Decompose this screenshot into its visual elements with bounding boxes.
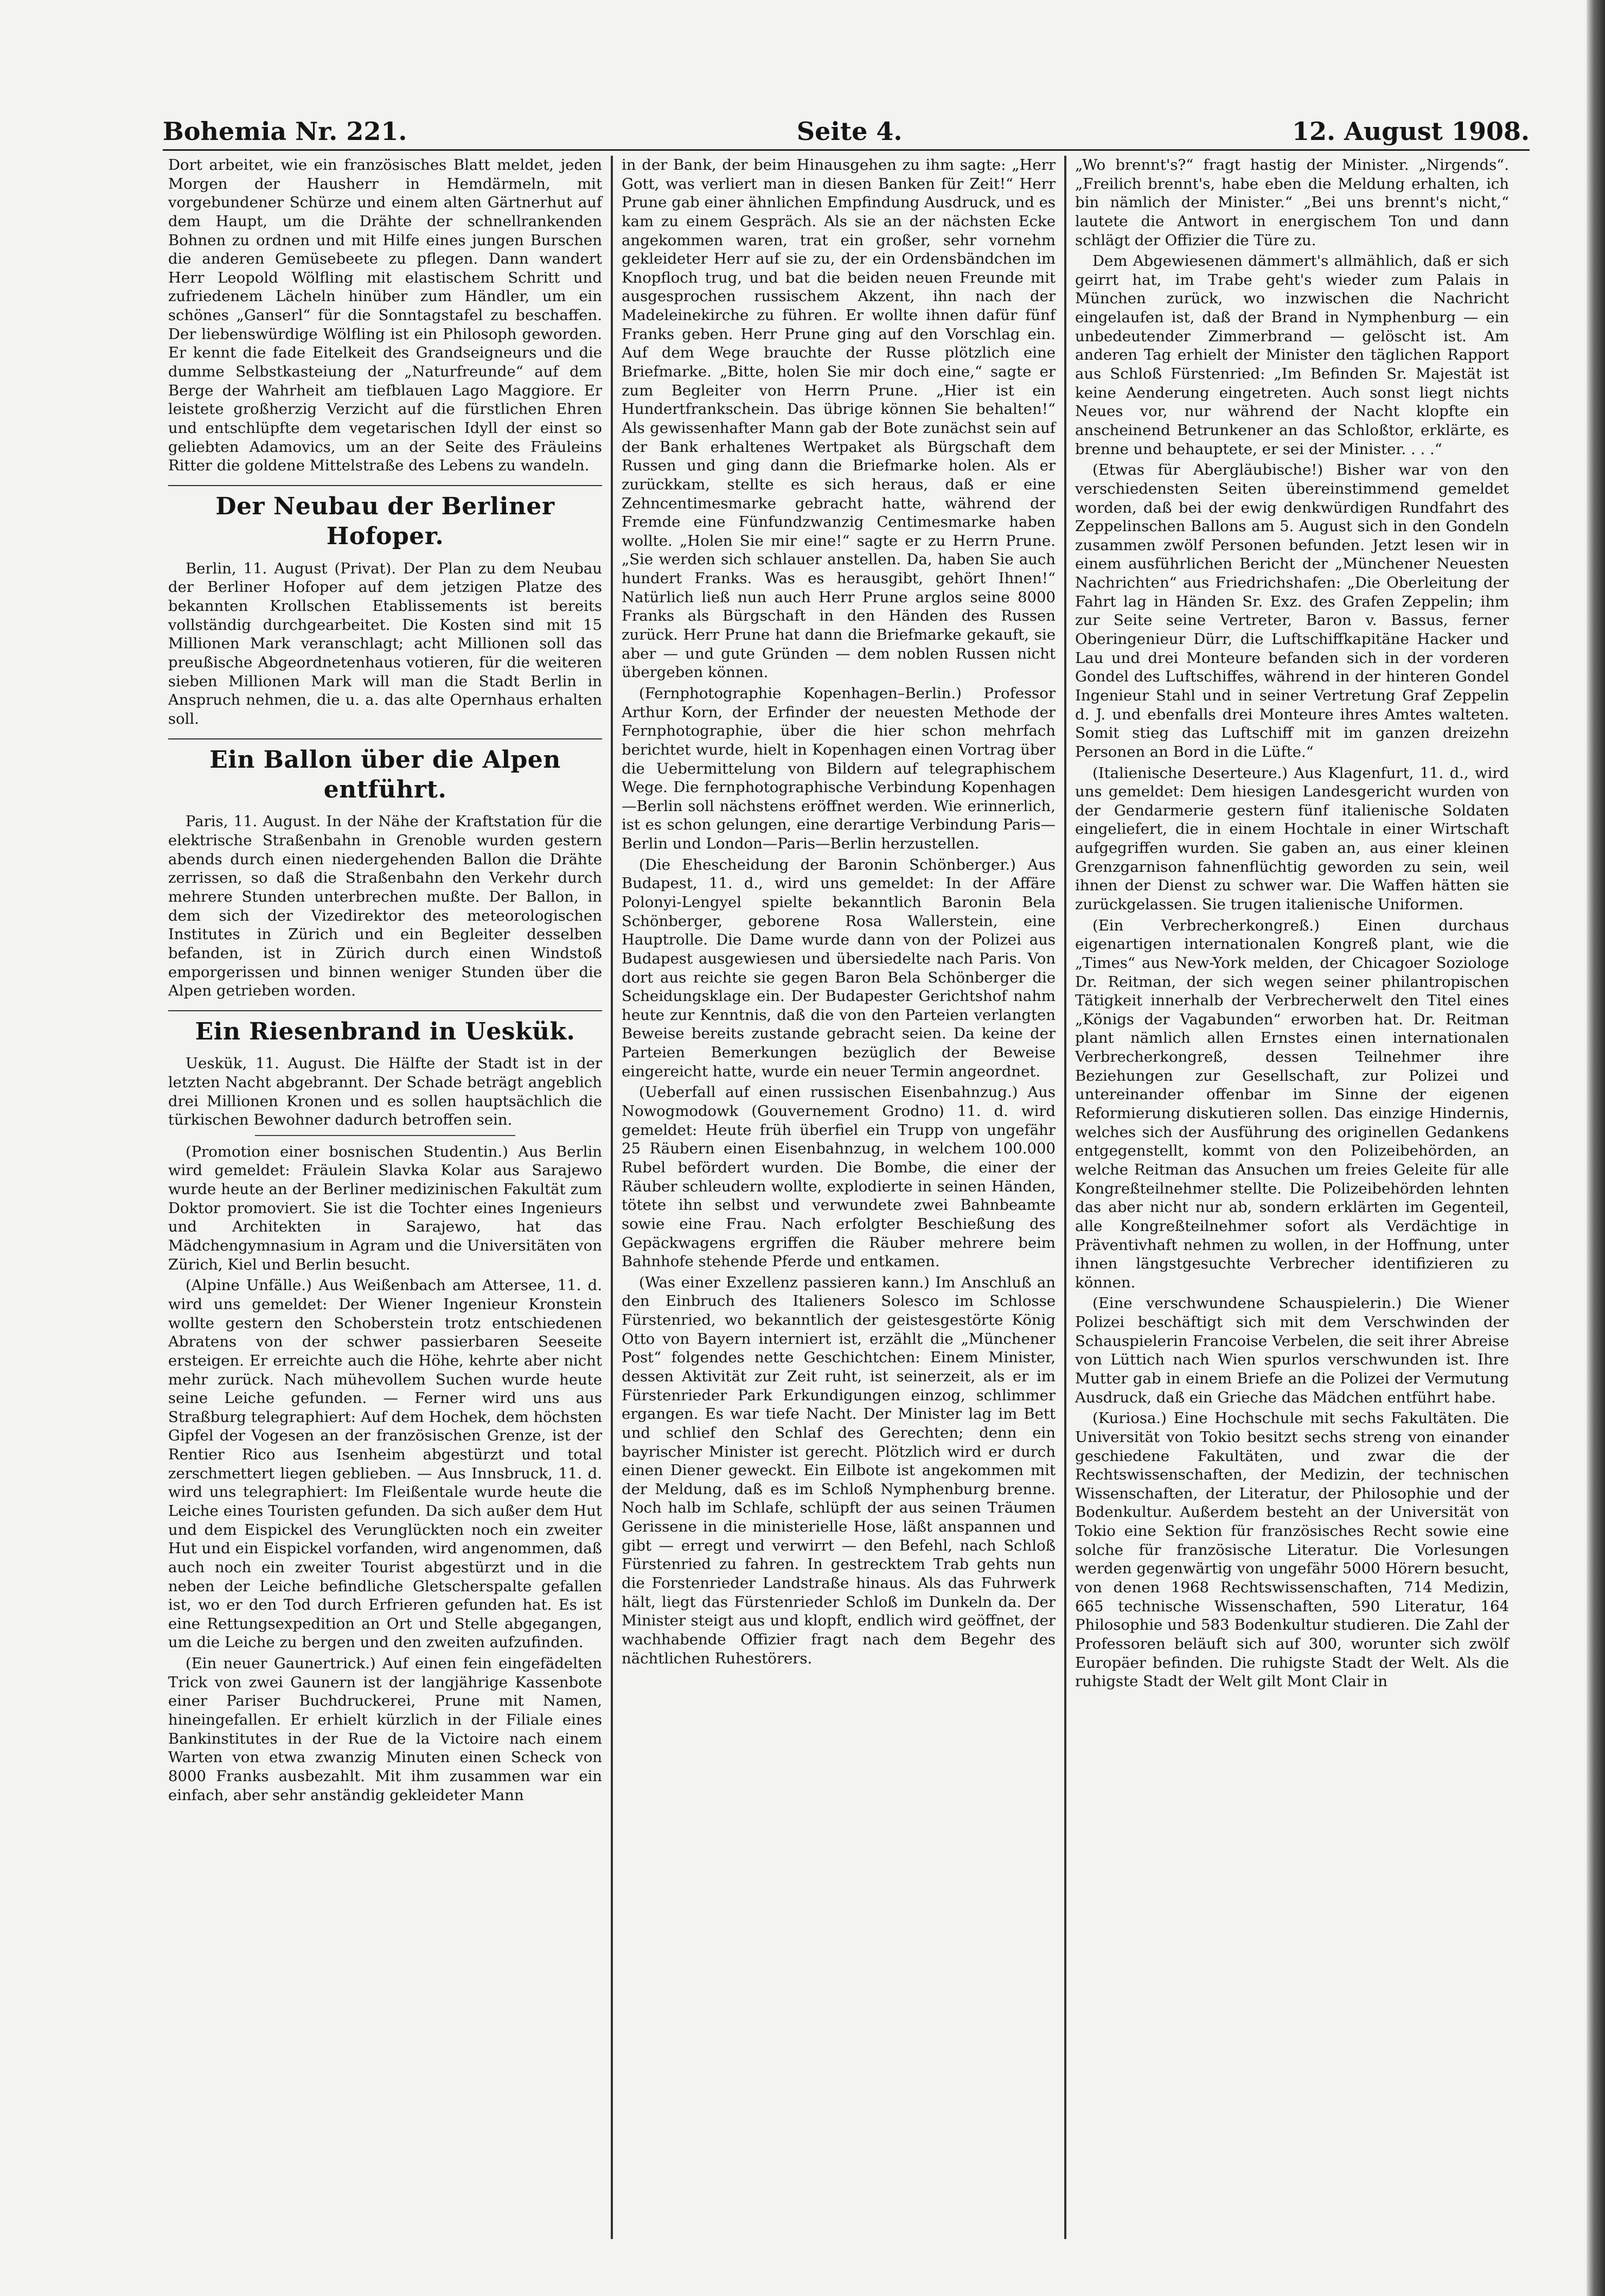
article-columns [163, 156, 1530, 2239]
article-text: (Etwas für Abergläubische!) Bisher war von den verschiedensten Seiten übereinstimmend gemeldet worden, daß bei der ewig denkwürdigen Rundfahrt des Zeppelinschen Ballons am 5. August sich in den Gondeln zusammen zwölf Personen befunden. Jetzt lesen wir in einem ausführlichen Bericht der „Münchener Neuesten Nachrichten“ aus Friedrichshafen: „Die Oberleitung der Fahrt lag in Händen Sr. Exz. des Grafen Zeppelin; ihm zur Seite seine Vertreter, Baron v. Bassus, ferner Oberingenieur Dürr, die Luftschiffkapitäne Hacker und Lau und drei Monteure befanden sich in der vorderen Gondel des Luftschiffes, während in der hinteren Gondel Ingenieur Stahl und in seiner Vertretung Graf Zeppelin d. J. und ebenfalls drei Monteure ihres Amtes walteten. Somit stieg das Luftschiff mit im ganzen dreizehn Personen an Bord in die Lüfte.“ [1075, 461, 1509, 761]
article-text: Dem Abgewiesenen dämmert's allmählich, daß er sich geirrt hat, im Trabe geht's wieder zum Palais in München zurück, wo inzwischen die Nachricht eingelaufen ist, daß der Brand in Nymphenburg — ein unbedeutender Zimmerbrand — gelöscht ist. Am anderen Tag erhielt der Minister den täglichen Rapport aus Schloß Fürstenried: „Im Befinden Sr. Majestät ist keine Aenderung eingetreten. Auch sonst liegt nichts Neues vor, nur während der Nacht klopfte ein anscheinend Betrunkener an das Schloßtor, erklärte, es brenne und behauptete, er sei der Minister. . . .“ [1075, 252, 1509, 458]
book-spine-edge [1587, 0, 1605, 2296]
article-text: „Wo brennt's?“ fragt hastig der Minister. „Nirgends“. „Freilich brennt's, habe eben die Meldung erhalten, ich bin nämlich der Minister.“ „Bei uns brennt's nicht,“ lautete die Antwort in energischem Ton und dann schlägt der Offizier die Türe zu. [1075, 156, 1509, 249]
column-1 [163, 156, 608, 2239]
article-text: (Fernphotographie Kopenhagen–Berlin.) Professor Arthur Korn, der Erfinder der neuesten Methode der Fernphotographie, über die hier schon mehrfach berichtet wurde, hielt in Kopenhagen einen Vortrag über die Uebermittelung von Bildern auf telegraphischem Wege. Die fernphotographische Verbindung Kopenhagen—Berlin soll nächstens eröffnet werden. Wie erinnerlich, ist es schon gelungen, eine derartige Verbindung Paris—Berlin und London—Paris—Berlin herzustellen. [622, 684, 1056, 853]
header-page-number: Seite 4. [796, 117, 903, 146]
article-text: Berlin, 11. August (Privat). Der Plan zu dem Neubau der Berliner Hofoper auf dem jetzigen Platze des bekannten Krollschen Etablissements ist bereits vollständig durchgearbeitet. Die Kosten sind mit 15 Millionen Mark veranschlagt; acht Millionen soll das preußische Abgeordnetenhaus votieren, für die weiteren sieben Millionen Mark will man die Stadt Berlin in Anspruch nehmen, die u. a. das alte Opernhaus erhalten soll. [168, 559, 602, 728]
header-date: 12. August 1908. [1291, 117, 1530, 146]
article-text: (Was einer Exzellenz passieren kann.) Im Anschluß an den Einbruch des Italieners Solesco im Schlosse Fürstenried, wo bekanntlich der geistesgestörte König Otto von Bayern interniert ist, erzählt die „Münchener Post“ folgendes nette Geschichtchen: Einem Minister, dessen Aktivität zur Zeit ruht, ist seinerzeit, als er im Fürstenrieder Park Erkundigungen einzog, schlimmer ergangen. Es war tiefe Nacht. Der Minister lag im Bett und schlief den Schlaf des Gerechten; denn ein bayrischer Minister ist gerecht. Plötzlich wird er durch einen Diener geweckt. Ein Eilbote ist angekommen mit der Meldung, daß es im Schloß Nymphenburg brenne. Noch halb im Schlafe, schlüpft der aus seinen Träumen Gerissene in die ministerielle Hose, läßt anspannen und gibt — erregt und verwirrt — den Befehl, nach Schloß Fürstenried zu fahren. In gestrecktem Trab gehts nun die Forstenrieder Landstraße hinaus. Als das Fuhrwerk hält, liegt das Fürstenrieder Schloß im Dunkeln da. Der Minister steigt aus und klopft, endlich wird geöffnet, der wachhabende Offizier fragt nach dem Begehr des nächtlichen Ruhestörers. [622, 1273, 1056, 1667]
article-headline: Ein Ballon über die Alpen entführt. [168, 738, 602, 805]
article-text: (Eine verschwundene Schauspielerin.) Die Wiener Polizei beschäftigt sich mit dem Verschwinden der Schauspielerin Francoise Verbelen, die seit ihrer Abreise von Lüttich nach Wien spurlos verschwunden ist. Ihre Mutter gab in einem Briefe an die Polizei der Vermutung Ausdruck, daß ein Grieche das Mädchen entführt habe. [1075, 1294, 1509, 1406]
column-rule [611, 156, 613, 2239]
article-headline: Ein Riesenbrand in Ueskük. [168, 1010, 602, 1047]
article-text: Dort arbeitet, wie ein französisches Blatt meldet, jeden Morgen der Hausherr in Hemdärmeln, mit vorgebundener Schürze und einem alten Gärtnerhut auf dem Haupt, um die Drähte der schnellrankenden Bohnen zu ordnen und mit Hilfe eines jungen Burschen die anderen Gemüsebeete zu pflegen. Dann wandert Herr Leopold Wölfling mit elastischem Schritt und zufriedenem Lächeln hinüber zum Händler, um ein schönes „Ganserl“ für die Sonntagstafel zu beschaffen. Der liebenswürdige Wölfling ist ein Philosoph geworden. Er kennt die fade Eitelkeit des Grandseigneurs und die dumme Selbstkasteiung der „Naturfreunde“ auf dem Berge der Wahrheit am tiefblauen Lago Maggiore. Er leistete großherzig Verzicht auf die fürstlichen Ehren und entschlüpfte dem vegetarischen Idyll der einst so geliebten Adamovics, um an der Seite des Fräuleins Ritter die goldene Mittelstraße des Lebens zu wandeln. [168, 156, 602, 475]
article-text: (Ein Verbrecherkongreß.) Einen durchaus eigenartigen internationalen Kongreß plant, wie die „Times“ aus New-York melden, der Chicagoer Soziologe Dr. Reitman, der sich wegen seiner philantropischen Tätigkeit innerhalb der Verbrecherwelt den Titel eines „Königs der Vagabunden“ erworben hat. Dr. Reitman plant nämlich allen Ernstes einen internationalen Verbrecherkongreß, dessen Teilnehmer ihre Beziehungen zur Gesellschaft, zur Polizei und untereinander offenbar im Sinne der eigenen Reformierung diskutieren sollen. Das einzige Hindernis, welches sich der Ausführung des originellen Gedankens entgegenstellt, kommt von den Polizeibehörden, an welche Reitman das Ansuchen um freies Geleite für alle Kongreßteilnehmer stellte. Die Polizeibehörden lehnten das aber nicht nur ab, sondern erklärten im Gegenteil, alle Kongreßteilnehmer sofort als Verdächtige in Präventivhaft nehmen zu wollen, in der Hoffnung, unter ihnen längstgesuchte Verbrecher identifizieren zu können. [1075, 916, 1509, 1291]
article-text: Paris, 11. August. In der Nähe der Kraftstation für die elektrische Straßenbahn in Grenoble wurden gestern abends durch einen niedergehenden Ballon die Drähte zerrissen, so daß die Straßenbahn den Verkehr durch mehrere Stunden unterbrechen mußte. Der Ballon, in dem sich der Vizedirektor des meteorologischen Institutes in Zürich und ein Begleiter desselben befanden, ist in Zürich durch einen Windstoß emporgerissen und binnen weniger Stunden über die Alpen getrieben worden. [168, 813, 602, 1000]
article-text: (Italienische Deserteure.) Aus Klagenfurt, 11. d., wird uns gemeldet: Dem hiesigen Landesgericht wurden von der Gendarmerie gestern fünf italienische Soldaten eingeliefert, die in einem Hochtale in einer Wirtschaft aufgegriffen wurden. Sie gaben an, aus einer kleinen Grenzgarnison fahnenflüchtig geworden zu sein, weil ihnen der Dienst zu schwer war. Die Waffen hätten sie zurückgelassen. Sie trugen italienische Uniformen. [1075, 764, 1509, 913]
column-2 [616, 156, 1061, 2239]
article-text: (Promotion einer bosnischen Studentin.) Aus Berlin wird gemeldet: Fräulein Slavka Kolar aus Sarajewo wurde heute an der Berliner medizinischen Fakultät zum Doktor promoviert. Sie ist die Tochter eines Ingenieurs und Architekten in Sarajewo, hat das Mädchengymnasium in Agram und die Universitäten von Zürich, Kiel und Berlin besucht. [168, 1143, 602, 1273]
article-headline: Der Neubau der Berliner Hofoper. [168, 485, 602, 552]
article-text: in der Bank, der beim Hinausgehen zu ihm sagte: „Herr Gott, was verliert man in diesen Banken für Zeit!“ Herr Prune gab einer ähnlichen Empfindung Ausdruck, und es kam zu einem Gespräch. Als sie an der nächsten Ecke angekommen waren, trat ein großer, sehr vornehm gekleideter Herr auf sie zu, der ein Ordensbändchen im Knopfloch trug, und bat die beiden neuen Freunde mit ausgesprochen russischem Akzent, ihn nach der Madeleinekirche zu führen. Er wollte ihnen dafür fünf Franks geben. Herr Prune ging auf den Vorschlag ein. Auf dem Wege brauchte der Russe plötzlich eine Briefmarke. „Bitte, holen Sie mir doch eine,“ sagte er zum Begleiter von Herrn Prune. „Hier ist ein Hundertfrankschein. Das übrige können Sie behalten!“ Als gewissenhafter Mann gab der Bote zunächst sein auf der Bank erhaltenes Wertpaket als Bürgschaft dem Russen und ging dann die Briefmarke holen. Als er zurückkam, stellte es sich heraus, daß er eine Zehncentimesmarke gebracht hatte, während der Fremde eine Fünfundzwanzig Centimesmarke haben wollte. „Holen Sie mir eine!“ sagte er zu Herrn Prune. „Sie werden sich schlauer anstellen. Da, haben Sie auch hundert Franks. Was es herausgibt, gehört Ihnen!“ Natürlich ließ nun auch Herr Prune arglos seine 8000 Franks als Bürgschaft in den Händen des Russen zurück. Herr Prune hat dann die Briefmarke gekauft, sie aber — und gute Gründen — dem noblen Russen nicht übergeben können. [622, 156, 1056, 681]
header-issue: Bohemia Nr. 221. [163, 117, 407, 146]
article-text: (Ueberfall auf einen russischen Eisenbahnzug.) Aus Nowogmodowk (Gouvernement Grodno) 11. d. wird gemeldet: Heute früh überfiel ein Trupp von ungefähr 25 Räubern einen Eisenbahnzug, in welchem 100.000 Rubel befördert wurden. Die Bombe, die einer der Räuber schleudern wollte, explodierte in seinen Händen, tötete ihn selbst und verwundete zwei Bahnbeamte sowie eine Frau. Nach erfolgter Beschießung des Gepäckwagens ergriffen die Räuber mehrere beim Bahnhofe stehende Pferde und entkamen. [622, 1083, 1056, 1271]
page-header [163, 106, 1530, 151]
article-text: (Die Ehescheidung der Baronin Schönberger.) Aus Budapest, 11. d., wird uns gemeldet: In der Affäre Polonyi-Lengyel spielte bekanntlich Baronin Bela Schönberger, geborene Rosa Wallerstein, eine Hauptrolle. Die Dame wurde dann von der Polizei aus Budapest ausgewiesen und übersiedelte nach Paris. Von dort aus reichte sie gegen Baron Bela Schönberger die Scheidungsklage ein. Der Budapester Gerichtshof nahm heute zur Kenntnis, daß die von den Parteien verlangten Beweise bereits zustande gebracht seien. Da keine der Parteien Bemerkungen bezüglich der Beweise eingereicht hatte, wurde ein neuer Termin angeordnet. [622, 856, 1056, 1080]
newspaper-page [163, 106, 1530, 2249]
section-divider [255, 1135, 515, 1136]
column-3 [1070, 156, 1514, 2239]
article-text: (Alpine Unfälle.) Aus Weißenbach am Attersee, 11. d. wird uns gemeldet: Der Wiener Ingenieur Kronstein wollte gestern den Schoberstein trotz entschiedenen Abratens von der schwer passierbaren Seeseite ersteigen. Er erreichte auch die Höhe, kehrte aber nicht mehr zurück. Nach mühevollem Suchen wurde heute seine Leiche gefunden. — Ferner wird uns aus Straßburg telegraphiert: Auf dem Hochek, dem höchsten Gipfel der Vogesen an der französischen Grenze, ist der Rentier Rico aus Isenheim abgestürzt und total zerschmettert liegen geblieben. — Aus Innsbruck, 11. d. wird uns telegraphiert: Im Fleißentale wurde heute die Leiche eines Touristen gefunden. Da sich außer dem Hut und dem Eispickel des Verunglückten noch ein zweiter Hut und ein Eispickel vorfanden, wird angenommen, daß auch noch ein zweiter Tourist abgestürzt und in die neben der Leiche befindliche Gletscherspalte gefallen ist, wo er den Tod durch Erfrieren gefunden hat. Es ist eine Rettungsexpedition an Ort und Stelle abgegangen, um die Leiche zu bergen und den zweiten aufzufinden. [168, 1277, 602, 1651]
column-rule [1064, 156, 1066, 2239]
article-text: (Kuriosa.) Eine Hochschule mit sechs Fakultäten. Die Universität von Tokio besitzt sechs streng von einander geschiedene Fakultäten, und zwar die der Rechtswissenschaften, der Medizin, der technischen Wissenschaften, der Literatur, der Philosophie und der Bodenkultur. Außerdem besteht an der Universität von Tokio eine Sektion für französisches Recht sowie eine solche für französische Literatur. Die Vorlesungen werden gegenwärtig von ungefähr 5000 Hörern besucht, von denen 1968 Rechtswissenschaften, 714 Medizin, 665 technische Wissenschaften, 590 Literatur, 164 Philosophie und 583 Bodenkultur studieren. Die Zahl der Professoren beläuft sich auf 300, worunter sich zwölf Europäer befinden. Die ruhigste Stadt der Welt. Als die ruhigste Stadt der Welt gilt Mont Clair in [1075, 1410, 1509, 1691]
article-text: Ueskük, 11. August. Die Hälfte der Stadt ist in der letzten Nacht abgebrannt. Der Schade beträgt angeblich drei Millionen Kronen und es sollen hauptsächlich die türkischen Bewohner dadurch betroffen sein. [168, 1055, 602, 1129]
article-text: (Ein neuer Gaunertrick.) Auf einen fein eingefädelten Trick von zwei Gaunern ist der langjährige Kassenbote einer Pariser Buchdruckerei, Prune mit Namen, hineingefallen. Er erhielt kürzlich in der Filiale eines Bankinstitutes in der Rue de la Victoire nach einem Warten von etwa zwanzig Minuten einen Scheck von 8000 Franks ausbezahlt. Mit ihm zusammen war ein einfach, aber sehr anständig gekleideter Mann [168, 1655, 602, 1804]
